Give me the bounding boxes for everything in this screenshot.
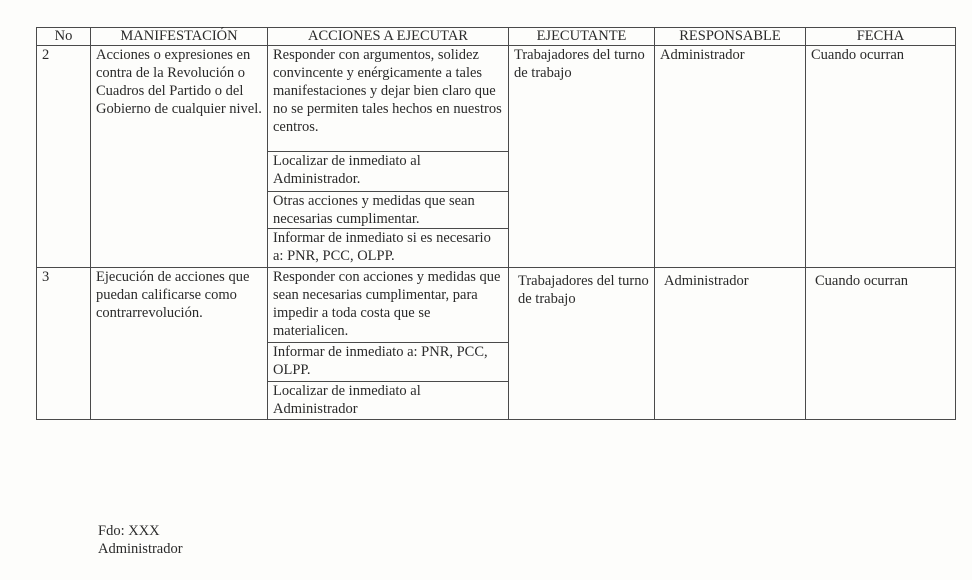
header-fecha: FECHA — [806, 28, 956, 46]
signature-title: Administrador — [98, 541, 183, 557]
header-ejecutante: EJECUTANTE — [509, 28, 655, 46]
manifestacion-cell: Acciones o expresiones en contra de la Revolución o Cuadros del Partido o del Gobierno de cualquier nivel. — [91, 46, 268, 268]
action-cell: Informar de inmediato si es necesario a: PNR, PCC, OLPP. — [268, 229, 509, 268]
header-manifestacion: MANIFESTACIÓN — [91, 28, 268, 46]
signature-line: Fdo: XXX — [98, 523, 160, 539]
action-cell: Informar de inmediato a: PNR, PCC, OLPP. — [268, 343, 509, 382]
ejecutante-cell: Trabajadores del turno de trabajo — [509, 46, 655, 268]
responsable-cell: Administrador — [655, 46, 806, 268]
row-number: 3 — [37, 268, 91, 420]
header-no: No — [37, 28, 91, 46]
signature-block — [98, 522, 183, 558]
table-row — [37, 46, 956, 152]
row-number: 2 — [37, 46, 91, 268]
action-cell: Responder con argumentos, solidez convincente y enérgicamente a tales manifestaciones y dejar bien claro que no se permiten tales hechos en nuestros centros. — [268, 46, 509, 152]
table-header-row — [37, 28, 956, 46]
fecha-cell: Cuando ocurran — [806, 46, 956, 268]
action-cell: Localizar de inmediato al Administrador — [268, 382, 509, 420]
action-cell: Localizar de inmediato al Administrador. — [268, 152, 509, 192]
header-acciones: ACCIONES A EJECUTAR — [268, 28, 509, 46]
ejecutante-cell: Trabajadores del turno de trabajo — [509, 268, 655, 420]
fecha-cell: Cuando ocurran — [806, 268, 956, 420]
action-plan-table — [36, 27, 956, 420]
responsable-cell: Administrador — [655, 268, 806, 420]
action-cell: Otras acciones y medidas que sean necesarias cumplimentar. — [268, 192, 509, 229]
manifestacion-cell: Ejecución de acciones que puedan calificarse como contrarrevolución. — [91, 268, 268, 420]
action-cell: Responder con acciones y medidas que sean necesarias cumplimentar, para impedir a toda costa que se materialicen. — [268, 268, 509, 343]
header-responsable: RESPONSABLE — [655, 28, 806, 46]
table-row — [37, 268, 956, 343]
